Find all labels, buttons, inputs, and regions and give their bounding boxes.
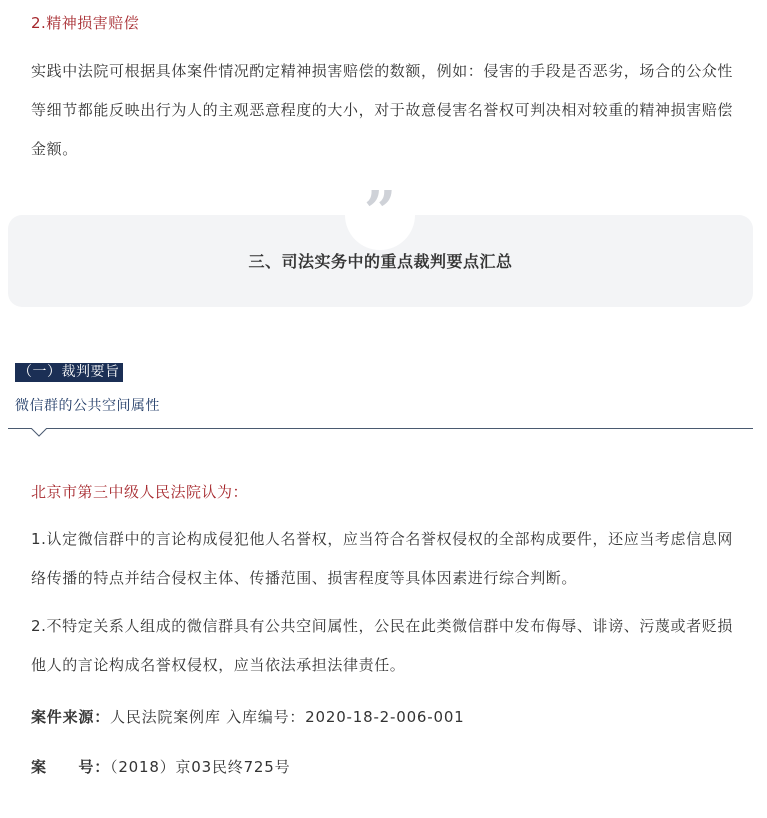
case-number-value: （2018）京03民终725号 bbox=[110, 758, 291, 776]
case-number-line bbox=[31, 756, 290, 777]
case-source-line bbox=[31, 706, 465, 727]
ruling-point: 2.不特定关系人组成的微信群具有公共空间属性，公民在此类微信群中发布侮辱、诽谤、污蔑或者贬损他人的言论构成名誉权侵权，应当依法承担法律责任。 bbox=[31, 617, 733, 674]
case-source-value: 人民法院案例库 入库编号：2020-18-2-006-001 bbox=[110, 708, 465, 726]
case-number-label: 案 号： bbox=[31, 758, 111, 776]
divider-notch-icon bbox=[31, 428, 47, 444]
ruling-point: 1.认定微信群中的言论构成侵犯他人名誉权，应当符合名誉权侵权的全部构成要件，还应当考虑信息网络传播的特点并结合侵权主体、传播范围、损害程度等具体因素进行综合判断。 bbox=[31, 530, 733, 587]
mental-damages-paragraph: 实践中法院可根据具体案件情况酌定精神损害赔偿的数额，例如：侵害的手段是否恶劣，场合的公众性等细节都能反映出行为人的主观恶意程度的大小，对于故意侵害名誉权可判决相对较重的精神损害赔偿金额。 bbox=[31, 62, 734, 158]
quote-icon: ” bbox=[363, 179, 397, 245]
court-heading: 北京市第三中级人民法院认为： bbox=[31, 483, 249, 501]
section-title: 三、司法实务中的重点裁判要点汇总 bbox=[248, 252, 513, 271]
divider-line bbox=[8, 428, 753, 429]
section-heading-mental-damages: 2.精神损害赔偿 bbox=[31, 14, 140, 32]
ruling-summary-tag: （一）裁判要旨 bbox=[15, 363, 123, 382]
case-source-label: 案件来源： bbox=[31, 708, 111, 726]
ruling-subtitle: 微信群的公共空间属性 bbox=[15, 398, 160, 414]
